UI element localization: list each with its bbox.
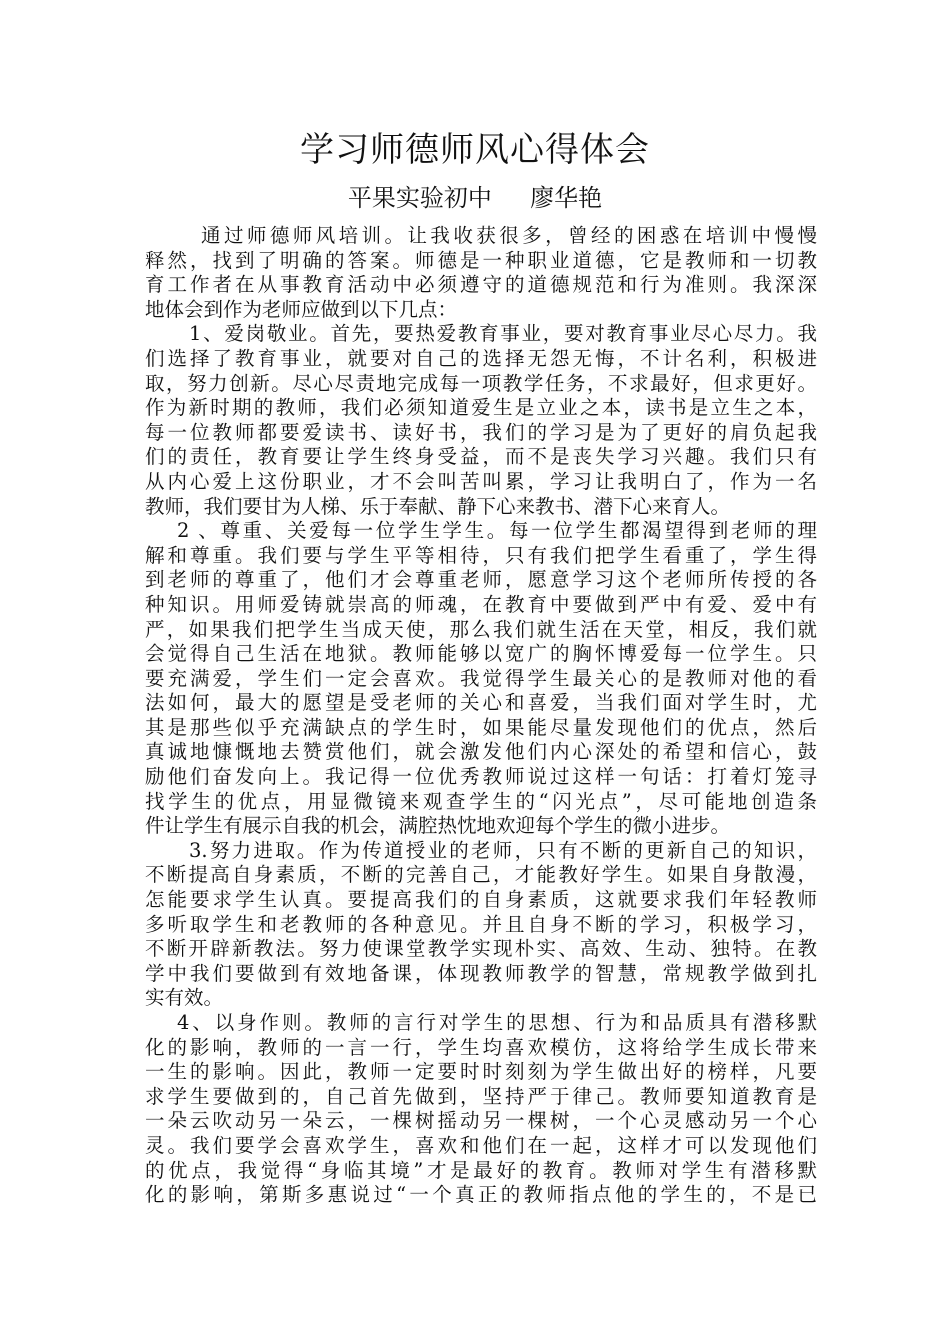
body-line: 1、爱岗敬业。首先，要热爱教育事业，要对教育事业尽心尽力。我 — [189, 322, 817, 346]
body-line: 教师，我们要甘为人梯、乐于奉献、静下心来教书、潜下心来育人。 — [145, 494, 731, 518]
body-line: 通过师德师风培训。让我收获很多，曾经的困惑在培训中慢慢 — [201, 224, 817, 247]
body-line: 一朵云吹动另一朵云，一棵树摇动另一棵树，一个心灵感动另一个心 — [145, 1109, 817, 1133]
body-line: 释然，找到了明确的答案。师德是一种职业道德，它是教师和一切教 — [145, 248, 817, 272]
body-line: 一生的影响。因此，教师一定要时时刻刻为学生做出好的榜样，凡要 — [145, 1060, 817, 1084]
document-title: 学习师德师风心得体会 — [300, 130, 650, 170]
body-line: 3.努力进取。作为传道授业的老师，只有不断的更新自己的知识， — [189, 838, 817, 862]
body-line: 不断提高自身素质，不断的完善自己，才能教好学生。如果自身散漫， — [145, 863, 817, 887]
body-line: 学中我们要做到有效地备课，体现教师教学的智慧，常规教学做到扎 — [145, 961, 817, 985]
body-line: 化的影响，教师的一言一行，学生均喜欢模仿，这将给学生成长带来 — [145, 1035, 817, 1059]
body-line: 们选择了教育事业，就要对自己的选择无怨无悔，不计名利，积极进 — [145, 346, 817, 370]
body-line: 法如何，最大的愿望是受老师的关心和喜爱，当我们面对学生时，尤 — [145, 691, 817, 715]
body-line: 从内心爱上这份职业，才不会叫苦叫累，学习让我明白了，作为一名 — [145, 469, 817, 493]
body-line: 会觉得自己生活在地狱。教师能够以宽广的胸怀博爱每一位学生。只 — [145, 642, 817, 666]
body-line: 2 、尊重、关爱每一位学生学生。每一位学生都渴望得到老师的理 — [177, 519, 817, 543]
body-line: 真诚地慷慨地去赞赏他们，就会激发他们内心深处的希望和信心，鼓 — [145, 740, 817, 764]
body-line: 不断开辟新教法。努力使课堂教学实现朴实、高效、生动、独特。在教 — [145, 937, 817, 961]
body-line: 要充满爱，学生们一定会喜欢。我觉得学生最关心的是教师对他的看 — [145, 666, 817, 690]
body-line: 到老师的尊重了，他们才会尊重老师，愿意学习这个老师所传授的各 — [145, 568, 817, 592]
body-line: 灵。我们要学会喜欢学生，喜欢和他们在一起，这样才可以发现他们 — [145, 1133, 817, 1157]
body-line: 解和尊重。我们要与学生平等相待，只有我们把学生看重了，学生得 — [145, 543, 817, 567]
body-line: 们的责任，教育要让学生终身受益，而不是丧失学习兴趣。我们只有 — [145, 445, 817, 469]
body-line: 怎能要求学生认真。要提高我们的自身素质，这就要求我们年轻教师 — [145, 888, 817, 912]
body-line: 每一位教师都要爱读书、读好书，我们的学习是为了更好的肩负起我 — [145, 420, 817, 444]
body-line: 的优点，我觉得“身临其境”才是最好的教育。教师对学生有潜移默 — [145, 1158, 817, 1182]
document-body — [145, 224, 817, 1208]
body-line: 取，努力创新。尽心尽责地完成每一项教学任务，不求最好，但求更好。 — [145, 371, 817, 395]
body-line: 育工作者在从事教育活动中必须遵守的道德规范和行为准则。我深深 — [145, 273, 817, 297]
body-line: 严，如果我们把学生当成天使，那么我们就生活在天堂，相反，我们就 — [145, 617, 817, 641]
body-line: 种知识。用师爱铸就崇高的师魂，在教育中要做到严中有爱、爱中有 — [145, 592, 817, 616]
body-line: 励他们奋发向上。我记得一位优秀教师说过这样一句话：打着灯笼寻 — [145, 765, 817, 789]
body-line: 件让学生有展示自我的机会，满腔热忱地欢迎每个学生的微小进步。 — [145, 814, 731, 838]
body-line: 其是那些似乎充满缺点的学生时，如果能尽量发现他们的优点，然后 — [145, 715, 817, 739]
body-line: 作为新时期的教师，我们必须知道爱生是立业之本，读书是立生之本， — [145, 396, 817, 420]
body-line: 化的影响，第斯多惠说过“一个真正的教师指点他的学生的，不是已 — [145, 1183, 817, 1207]
body-line: 找学生的优点，用显微镜来观查学生的“闪光点”，尽可能地创造条 — [145, 789, 817, 813]
body-line: 求学生要做到的，自己首先做到，坚持严于律己。教师要知道教育是 — [145, 1084, 817, 1108]
document-subtitle: 平果实验初中 廖华艳 — [347, 184, 603, 212]
body-line: 多听取学生和老教师的各种意见。并且自身不断的学习，积极学习， — [145, 912, 817, 936]
body-line: 4、以身作则。教师的言行对学生的思想、行为和品质具有潜移默 — [177, 1011, 817, 1034]
body-line: 地体会到作为老师应做到以下几点： — [145, 297, 458, 321]
body-line: 实有效。 — [145, 986, 224, 1010]
